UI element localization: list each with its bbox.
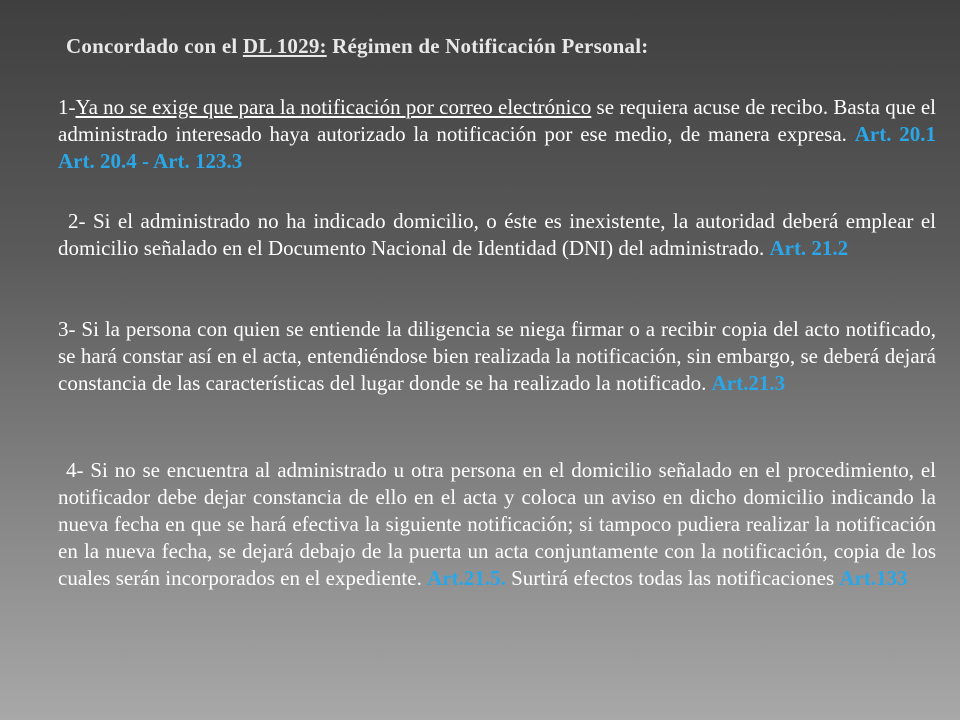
slide-title bbox=[66, 34, 648, 59]
p4-text-2: Surtirá efectos todas las notificaciones bbox=[505, 566, 840, 590]
paragraph-2 bbox=[58, 208, 936, 262]
p2-article-refs: Art. 21.2 bbox=[769, 236, 849, 260]
slide bbox=[58, 0, 936, 720]
title-dl-link: DL 1029: bbox=[242, 34, 327, 58]
p4-article-refs-2: Art.133 bbox=[839, 566, 908, 590]
p1-underlined: Ya no se exige que para la notificación por correo electrónico bbox=[75, 95, 592, 119]
p1-article-refs: Art. 20.1 Art. 20.4 - Art. 123.3 bbox=[58, 122, 936, 173]
title-prefix: Concordado con el bbox=[66, 34, 243, 58]
p1-text: se requiera acuse de recibo. Basta que el administrado interesado haya autorizado la notificación por ese medio, de manera expresa. bbox=[58, 95, 936, 146]
paragraph-1 bbox=[58, 94, 936, 175]
p3-text: 3- Si la persona con quien se entiende la diligencia se niega firmar o a recibir copia del acto notificado, se hará constar así en el acta, entendiéndose bien realizada la notificación, sin embargo, se deberá dejará constancia de las características del lugar donde se ha realizado la notificado. bbox=[58, 317, 936, 395]
p1-lead: 1- bbox=[58, 95, 76, 119]
p3-article-refs: Art.21.3 bbox=[711, 371, 786, 395]
paragraph-3 bbox=[58, 316, 936, 397]
p4-article-refs-1: Art.21.5. bbox=[427, 566, 506, 590]
paragraph-4 bbox=[58, 457, 936, 592]
title-suffix: Régimen de Notificación Personal: bbox=[326, 34, 649, 58]
p4-text: 4- Si no se encuentra al administrado u otra persona en el domicilio señalado en el procedimiento, el notificador debe dejar constancia de ello en el acta y coloca un aviso en dicho domicilio indicando la nueva fecha en que se hará efectiva la siguiente notificación; si tampoco pudiera realizar la notificación en la nueva fecha, se dejará debajo de la puerta un acta conjuntamente con la notificación, copia de los cuales serán incorporados en el expediente. bbox=[58, 458, 936, 590]
p2-text: 2- Si el administrado no ha indicado domicilio, o éste es inexistente, la autoridad deberá emplear el domicilio señalado en el Documento Nacional de Identidad (DNI) del administrado. bbox=[58, 209, 936, 260]
